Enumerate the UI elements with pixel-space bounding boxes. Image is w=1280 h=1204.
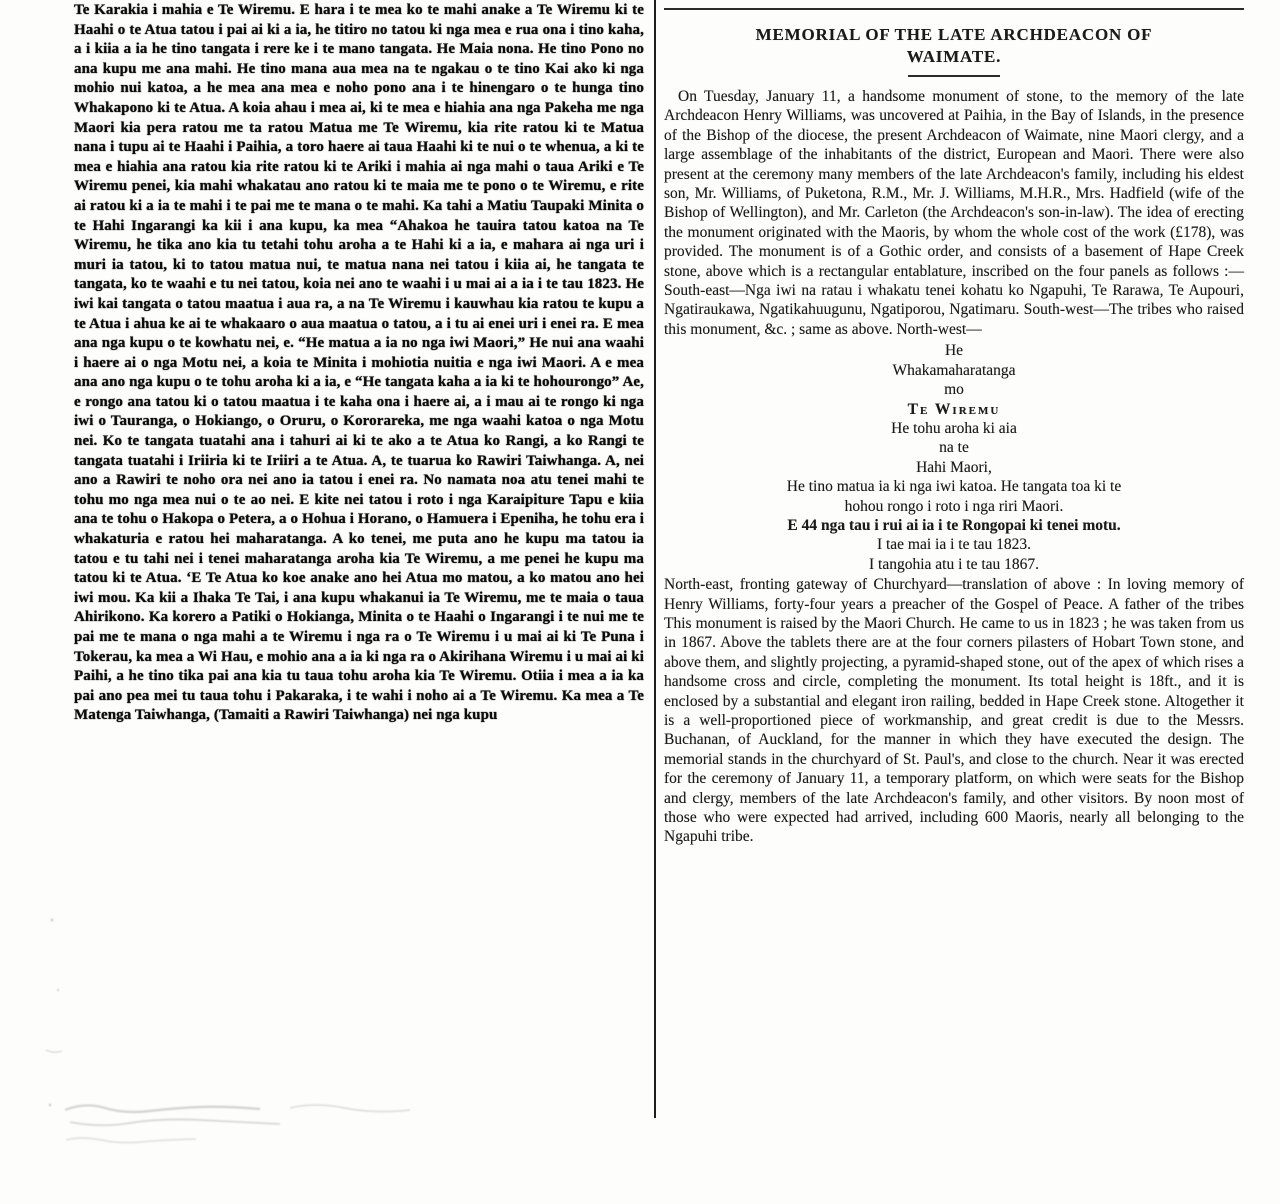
- inscription-line: Whakamaharatanga: [892, 361, 1016, 379]
- inscription-line: hohou rongo i roto i nga riri Maori.: [844, 497, 1064, 515]
- maori-article-text: Te Karakia i mahia e Te Wiremu. E hara i te mea ko te mahi anake a Te Wiremu ki te Haahi o te Atua tatou i pai ai ki a ia, he titiro no tatou ki nga mea e rua ona i tino kaha, a i kiia a ia he tino tangata i rere ke i te mano tangata. He Maia nona. He tino Pono no ana kupu me ana mahi. He tino mana aua mea na te ngakau o te tino Kai ako ki nga mohio nui katoa, a he mea ana mea e noho pono ana i te hinengaro o te hunga tino Whakapono ki te Atua. A koia ahau i mea ai, ki te mea e hiahia ana nga Pakeha me nga Maori kia pera ratou me ta ratou Matua me Te Wiremu, kia rite ratou ki te Matua nana i tupu ai te Haahi i Paihia, a toro haere ai taua Haahi ki te nui o te whenua, a ki te mea e hiahia ana ratou kia rite ratou ki te Ariki i mahia ai nga mahi o taua Ariki e Te Wiremu penei, kia mahi whakatau ano ratou ki te maia me te pono o te Wiremu, e rite ai ratou ki a ia te mahi i te pai me te mana o te mahi. Ka tahi a Matiu Taupaki Minita o te Hahi Ingarangi ka kii i ana kupu, ka mea “Ahakoa he tauira tatou katoa na Te Wiremu, he tika ano kia tu tetahi tohu aroha a te Hahi ki a ia, e mahara ai nga uri i muri ia tatou, ki to tatou matua nui, te matua nana nei tatou i kiia ai, he tangata te tangata, ko te waahi e tu nei tatou, koia nei ano te waahi i u mai ai a ia i te tau 1823. He iwi kai tangata o tatou maatua i aua ra, a na Te Wiremu i kauwhau kia ratou te kupu a te Atua i ahua ke ai te whakaaro o aua maatua o tatou, a i tu ai enei uri i enei ra. E mea ana nga kupu o te kowhatu nei, e. “He matua a ia no nga iwi Maori,” He nui ana waahi i haere ai o nga Motu nei, a koia te Minita i mohiotia nuitia e nga iwi Maori. A e mea ana ano nga kupu o te tohu aroha ki a ia, e “He tangata kaha a ia ki te hohourongo” Ae, e rongo ana tatou ki o tatou maatua i te kaha ona i haere ai, a i mau ai te rongo ki nga iwi o Tauranga, o Hokiango, o Oruru, o Kororareka, me nga waahi katoa o nga Motu nei. Ko te tangata tuatahi ana i tahuri ai ki te ako a te Atua ko Rangi, a ko Rangi te tangata tuatahi i Iriiria ki te Iriiri a te Atua. A, te tuarua ko Rawiri Taiwhanga. A, nei ano a Rawiri te noho ora nei ano ia tatou i enei ra. No namata noa atu tenei mahi te tohu mo nga mea nui o te ao nei. E kite nei tatou i roto i nga Karaipiture Tapu e kiia ana te tohu o Hakopa o Petera, a o Hohua i Horano, o Hamuera i Epeniha, he tohu era i whakaturia e ratou hei maharatanga. A ko tenei, me puta ano he kupu ma tatou ia tatou e tu tahi nei i tenei maharatanga aroha kia Te Wiremu, a me penei he kupu ma tatou ki te Atua. ‘E Te Atua ko koe anake ano hei Atua mo matou, a ko matou ano hei iwi mou. Ka kii a Ihaka Te Tai, i ana kupu whakanui ia Te Wiremu, me te maia o taua Ahirikono. Ka korero a Patiki o Hokianga, Minita o te Haahi o Ingarangi i te nui me te pai me te mana o nga mahi a te Wiremu i nga ra o Te Wiremu i u mai ai ki Te Puna i Tokerau, ka mea a Wi Hau, e mohio ana a ia ki nga ra o Akirihana Wiremu i u mai ai ki Paihi, a he tino tika pai ana kia tu taua tohu aroha kia Te Wiremu. Otiia i mea a ia ka pai ano pea mei tu taua tohu i Pakaraka, i te wahi i noho ai a Te Wiremu. Ka mea a Te Matenga Taiwhanga, (Tamaiti a Rawiri Taiwhanga) nei nga kupu: [74, 2, 644, 724]
- inscription-line: He tohu aroha ki aia: [891, 419, 1017, 437]
- inscription-line: He tino matua ia ki nga iwi katoa. He tangata toa ki te: [786, 478, 1122, 496]
- inscription-line: He: [944, 342, 964, 360]
- inscription-line: mo: [944, 381, 964, 399]
- right-column-english-article: [664, 0, 1244, 847]
- inscription-line: Hahi Maori,: [916, 458, 992, 476]
- title-separator-rule: [908, 75, 1000, 77]
- inscription-line: E 44 nga tau i rui ai ia i te Rongopai ki tenei motu.: [787, 516, 1121, 534]
- column-top-rule: [664, 8, 1244, 10]
- inscription-line: I tangohia atu i te tau 1867.: [868, 555, 1040, 573]
- article-title: [664, 24, 1244, 68]
- left-column-maori-article: [74, 0, 644, 726]
- monument-inscription: [664, 341, 1244, 574]
- article-paragraph-1: On Tuesday, January 11, a handsome monument of stone, to the memory of the late Archdeacon Henry Williams, was uncovered at Paihia, in the Bay of Islands, in the presence of the Bishop of the diocese, the present Archdeacon of Waimate, nine Maori clergy, and a large assemblage of the inhabitants of the district, European and Maori. There were also present at the ceremony many members of the late Archdeacon's family, including his eldest son, Mr. Williams, of Puketona, R.M., Mr. J. Williams, M.H.R., Mrs. Hadfield (wife of the Bishop of Wellington), and Mr. Carleton (the Archdeacon's son-in-law). The idea of erecting the monument originated with the Maoris, by whom the whole cost of the work (£178), was provided. The monument is of a Gothic order, and consists of a basement of Hape Creek stone, above which is a rectangular entablature, inscribed on the four panels as follows :—South-east—Nga iwi na ratau i whakatu tenei kohatu ko Ngapuhi, Te Rarawa, Te Aupouri, Ngatiraukawa, Ngatikahuugunu, Ngatiporou, Ngatimaru. South-west—The tribes who raised this monument, &c. ; same as above. North-west—: [664, 88, 1244, 338]
- inscription-line: I tae mai ia i te tau 1823.: [876, 536, 1032, 554]
- inscription-line: na te: [939, 439, 969, 457]
- article-title-line2: WAIMATE.: [906, 47, 1002, 66]
- article-title-line1: MEMORIAL OF THE LATE ARCHDEACON OF: [755, 25, 1153, 44]
- article-paragraph-2: North-east, fronting gateway of Churchyard—translation of above : In loving memory of Henry Williams, forty-four years a preacher of the Gospel of Peace. A father of the tribes This monument is raised by the Maori Church. He came to us in 1823 ; he was taken from us in 1867. Above the tablets there are at the four corners pilasters of Hobart Town stone, and above them, and slightly projecting, a pyramid-shaped stone, out of the apex of which rises a handsome cross and circle, completing the monument. Its total height is 18ft., and it is enclosed by a substantial and elegant iron railing, bedded in Hape Creek stone. Altogether it is a well-proportioned piece of workmanship, and great credit is due to the Messrs. Buchanan, of Auckland, for the manner in which they have executed the design. The memorial stands in the churchyard of St. Paul's, and close to the church. Near it was erected for the ceremony of January 11, a temporary platform, on which were seats for the Bishop and clergy, members of the late Archdeacon's family, and other visitors. By noon most of those who were expected had arrived, including 600 Maoris, nearly all belonging to the Ngapuhi tribe.: [664, 576, 1244, 846]
- inscription-line-te-wiremu: Te Wiremu: [907, 400, 1001, 418]
- column-divider-rule: [654, 0, 656, 1118]
